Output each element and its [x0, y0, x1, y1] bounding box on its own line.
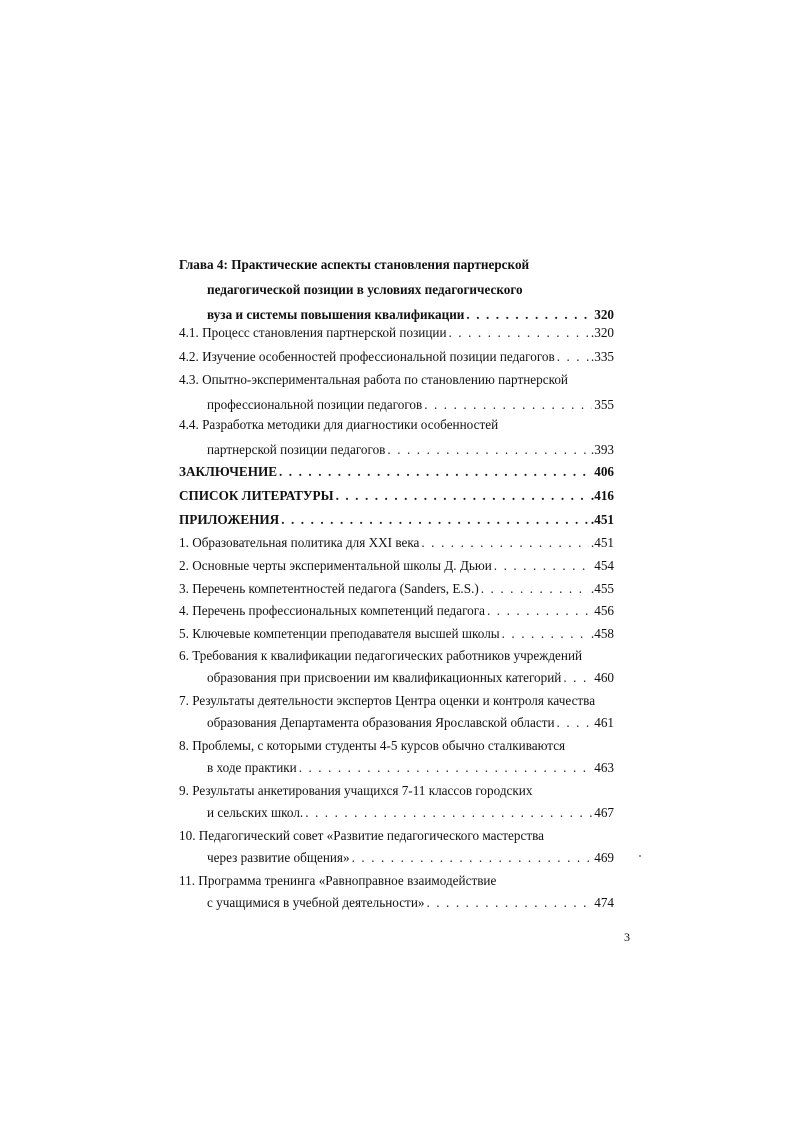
toc-appendix-4: 4. Перечень профессиональных компетенций педагога . . . 456: [179, 602, 614, 620]
toc-appendix-3: 3. Перечень компетентностей педагога (Sanders, E.S.) . . . .455: [179, 580, 614, 598]
page-number: 3: [624, 930, 630, 944]
leader-dots: [494, 557, 592, 575]
page-ref: .455: [590, 581, 614, 596]
page-ref: .458: [590, 626, 614, 641]
leader-dots: [502, 625, 589, 643]
page-ref: 469: [594, 850, 614, 865]
leader-dots: [281, 511, 589, 529]
toc-appendices: ПРИЛОЖЕНИЯ . . . .451: [179, 511, 614, 529]
page-ref: 461: [594, 715, 614, 730]
leader-dots: [481, 580, 589, 598]
page-ref: .416: [590, 488, 614, 503]
toc-appendix-9: 9. Результаты анкетирования учащихся 7-11 классов городских и сельских школ. . . . 467: [179, 782, 614, 822]
page-ref: 474: [594, 895, 614, 910]
chapter-title-line-2: педагогической позиции в условиях педагогического: [207, 282, 523, 297]
page-ref: 460: [594, 670, 614, 685]
leader-dots: [305, 804, 592, 822]
leader-dots: [352, 849, 593, 867]
page-ref: .320: [590, 325, 614, 340]
toc-section-4-3: 4.3. Опытно-экспериментальная работа по становлению партнерской профессиональной позиции педагогов . . . 355: [179, 371, 614, 414]
leader-dots: [421, 534, 589, 552]
leader-dots: [279, 463, 592, 481]
page-ref: 463: [594, 760, 614, 775]
toc-appendix-10: 10. Педагогический совет «Развитие педагогического мастерства через развитие общения» . . . 469: [179, 827, 614, 867]
page-ref: .335: [590, 349, 614, 364]
chapter-title-line-3: вуза и системы повышения квалификации: [207, 307, 465, 322]
page-ref: 355: [594, 397, 614, 412]
toc-appendix-11: 11. Программа тренинга «Равноправное взаимодействие с учащимися в учебной деятельности» . . . 474: [179, 872, 614, 912]
toc-section-4-1: 4.1. Процесс становления партнерской позиции . . . .320: [179, 324, 614, 342]
page-ref: 406: [594, 464, 614, 479]
leader-dots: [387, 441, 589, 459]
leader-dots: [424, 396, 592, 414]
leader-dots: [557, 348, 589, 366]
page-ref: 456: [594, 603, 614, 618]
toc-chapter-4: [179, 256, 614, 324]
toc-appendix-6: 6. Требования к квалификации педагогических работников учреждений образования при присвоении им квалификационных категорий . . . 460: [179, 647, 614, 687]
leader-dots: [336, 487, 589, 505]
toc-appendix-7: 7. Результаты деятельности экспертов Центра оценки и контроля качества образования Департамента образования Ярославской области . . . 461: [179, 692, 614, 732]
page-ref: .451: [590, 535, 614, 550]
toc-appendix-1: 1. Образовательная политика для XXI века . . . .451: [179, 534, 614, 552]
leader-dots: [426, 894, 592, 912]
leader-dots: [466, 306, 592, 324]
toc-section-4-4: 4.4. Разработка методики для диагностики особенностей партнерской позиции педагогов . . . .393: [179, 416, 614, 459]
page-ref: 467: [594, 805, 614, 820]
toc-appendix-5: 5. Ключевые компетенции преподавателя высшей школы . . . .458: [179, 625, 614, 643]
leader-dots: [557, 714, 593, 732]
leader-dots: [563, 669, 592, 687]
leader-dots: [299, 759, 593, 777]
toc-section-4-2: 4.2. Изучение особенностей профессиональной позиции педагогов . . . .335: [179, 348, 614, 366]
page-ref: .393: [590, 442, 614, 457]
scan-speck: [639, 855, 641, 857]
toc-appendix-2: 2. Основные черты экспериментальной школы Д. Дьюи . . . 454: [179, 557, 614, 575]
toc-conclusion: ЗАКЛЮЧЕНИЕ . . . 406: [179, 463, 614, 481]
toc-references: СПИСОК ЛИТЕРАТУРЫ . . . .416: [179, 487, 614, 505]
page-ref: 320: [594, 307, 614, 322]
page-ref: .451: [590, 512, 614, 527]
chapter-title-line-1: Глава 4: Практические аспекты становления партнерской: [179, 257, 530, 272]
toc-appendix-8: 8. Проблемы, с которыми студенты 4-5 курсов обычно сталкиваются в ходе практики . . . 463: [179, 737, 614, 777]
page-ref: 454: [594, 558, 614, 573]
leader-dots: [449, 324, 589, 342]
leader-dots: [487, 602, 592, 620]
